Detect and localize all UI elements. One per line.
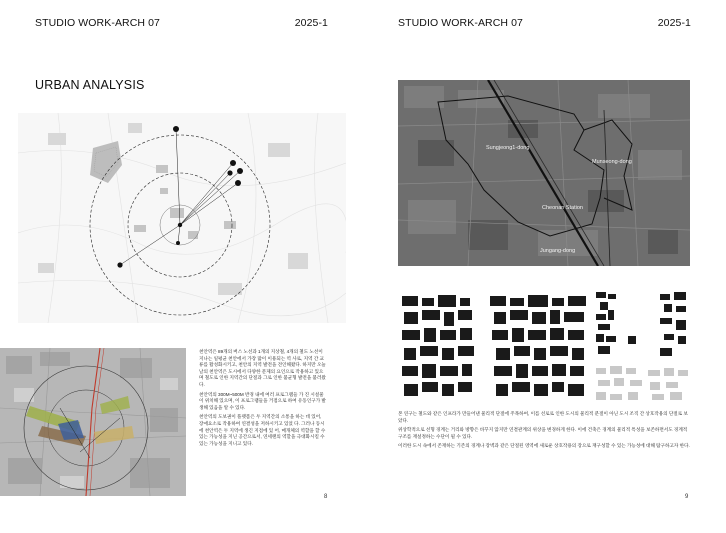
figure-ground-map-large	[398, 292, 590, 404]
left-paragraph-3: 천안역의 도보권이 플랫폼은 두 지역간의 소통을 하는 데 있어, 장애요소로 작용하여 연결성을 저하시키고 있었 다. 그러나 동시에 천안역은 두 지역에 생긴 지점에 있 어, 매개체의 역할을 할 수 있는 가능성을 지닌 공간으로서, 연세랜의 역할을 극대화시킬 수 있는 가능성을 지니고 있다.	[199, 414, 326, 446]
right-paragraph-1: 본 연구는 철도와 같은 인프라가 만들어낸 물리적 단절에 주목하여, 이를 선로로 인한 도시의 물리적 분절이 아닌 도시 조직 간 상호작용의 단절로 보았다.	[398, 411, 688, 423]
right-page	[363, 0, 726, 533]
left-body-text	[199, 349, 327, 450]
left-paragraph-1: 천안역은 89개의 버스 노선과 1개의 지상철, 4개의 철도 노선이 지나는 일평균 천안에서 가장 많이 이용되는 역 사로, 지역 간 교류를 활성화시키고, 천안의 지역 발전을 견인해왔다. 하지만 오늘날의 천안역은 도시에서 다양한 문제의 요인으로 작용하고 있으며 철도로 인한 지역간의 단절과 그로 인한 불균형 발전을 불러왔다.	[199, 349, 326, 387]
left-page-number: 8	[324, 494, 328, 500]
left-header	[35, 17, 328, 31]
right-header	[398, 17, 691, 31]
label-jungang: Jungang-dong	[540, 248, 576, 254]
term-label: 2025-1	[657, 17, 691, 29]
right-paragraph-3: 이러한 도시 속에서 존재하는 기존의 경계나 장벽과 같은 단절된 영역에 새로운 상호작용의 장으로 재구성할 수 있는 가능성에 대해 탐구하고자 한다.	[398, 443, 690, 449]
aerial-district-map	[398, 80, 690, 266]
label-sungjeong: Sungjeong1-dong	[486, 145, 530, 151]
studio-label: STUDIO WORK-ARCH 07	[35, 17, 160, 29]
radius-analysis-map	[18, 113, 346, 323]
left-paragraph-2: 천안역의 300M~500M 반경 내에 여러 프로그램들 가 진 시설물이 위치해 있으며, 이 프로그램들을 거점으로 하여 유동인구가 발생해 있음을 알 수 있다.	[199, 391, 326, 410]
aerial-zone-map	[0, 348, 186, 496]
right-page-number: 9	[685, 494, 689, 500]
right-paragraph-2: 위상학적으로 선형 경계는 거리와 방향은 바꾸지 않지만 연결관계의 위상을 변경하게 한다. 이에 건축은 경계의 물리적 특성을 보존하면서도 경계적 구조를 재설정하는 수단이 될 수 있다.	[398, 427, 688, 439]
term-label: 2025-1	[294, 17, 328, 29]
label-cheonan-station: Cheonan Station	[542, 205, 583, 211]
label-munseong: Munseong-dong	[592, 159, 632, 165]
page-title: URBAN ANALYSIS	[35, 78, 145, 92]
studio-label: STUDIO WORK-ARCH 07	[398, 17, 523, 29]
aerial-photo	[398, 80, 690, 266]
figure-ground-map-small-top	[594, 290, 690, 362]
right-body-text	[398, 411, 690, 453]
figure-ground-map-small-bottom	[594, 364, 690, 404]
